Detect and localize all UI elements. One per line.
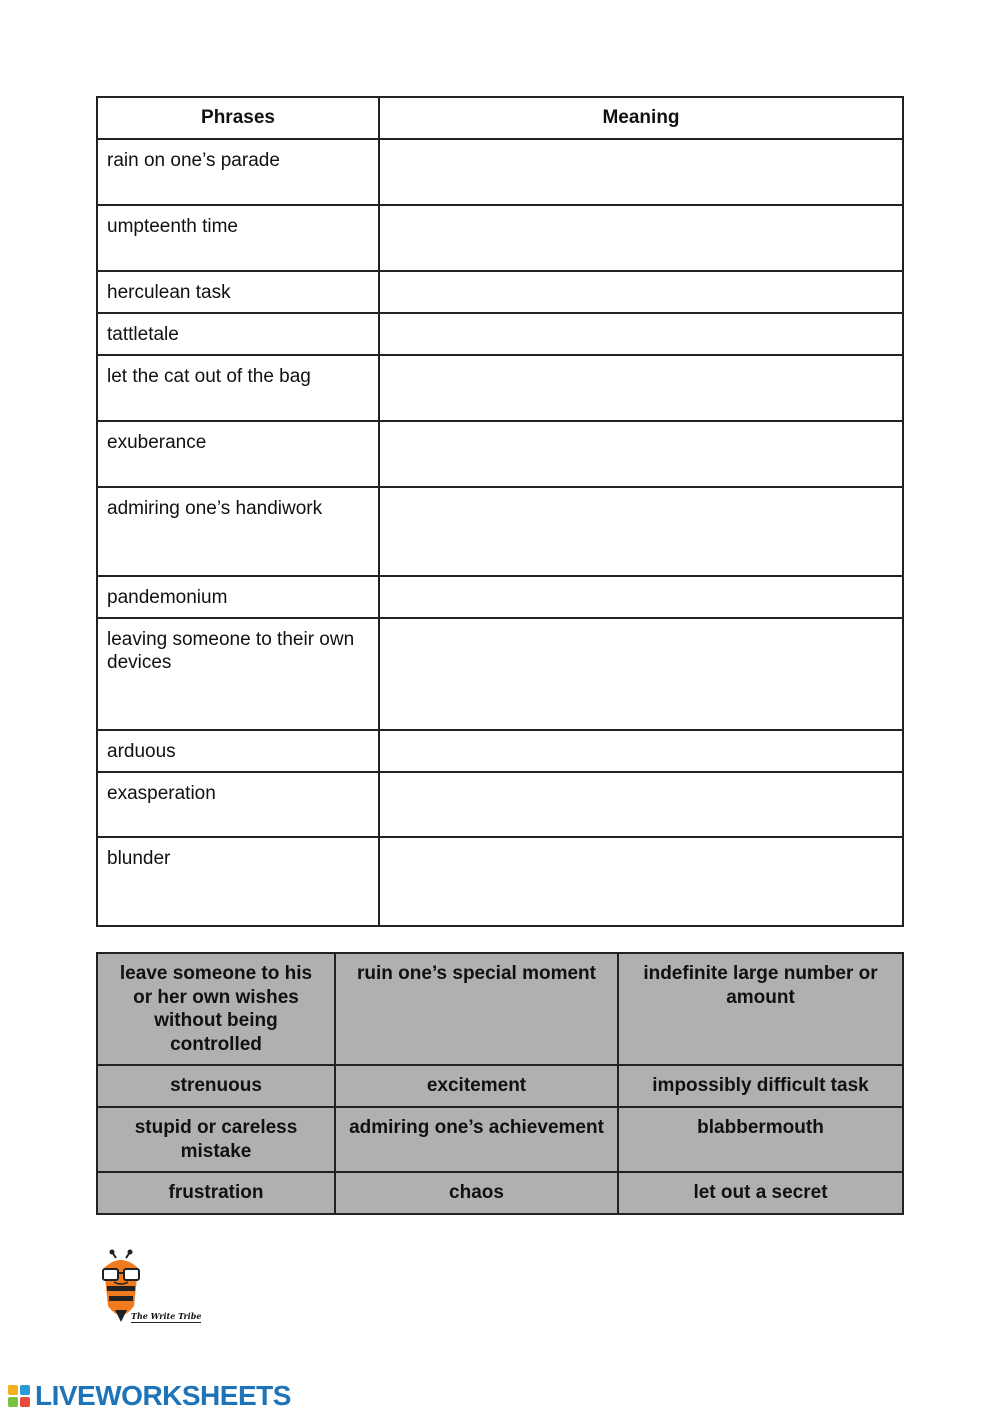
phrase-cell: blunder xyxy=(97,837,379,926)
phrase-cell: exuberance xyxy=(97,421,379,487)
table-row xyxy=(97,421,903,487)
phrase-cell: pandemonium xyxy=(97,576,379,618)
square-icon xyxy=(8,1397,18,1407)
table-row xyxy=(97,576,903,618)
word-bank-item[interactable]: excitement xyxy=(335,1065,618,1107)
meaning-input[interactable] xyxy=(380,314,902,331)
word-bank-item[interactable]: ruin one’s special moment xyxy=(335,953,618,1065)
word-bank-row xyxy=(97,953,903,1065)
meaning-input[interactable] xyxy=(380,619,902,636)
meaning-cell[interactable] xyxy=(379,576,903,618)
word-bank-row xyxy=(97,1107,903,1172)
meaning-input[interactable] xyxy=(380,422,902,439)
meaning-input[interactable] xyxy=(380,731,902,748)
table-row xyxy=(97,355,903,421)
phrases-header: Phrases xyxy=(97,97,379,139)
table-row xyxy=(97,205,903,271)
header-row xyxy=(97,97,903,139)
phrase-cell: tattletale xyxy=(97,313,379,355)
phrases-meaning-table xyxy=(96,96,904,927)
meaning-cell[interactable] xyxy=(379,772,903,837)
phrase-cell: admiring one’s handiwork xyxy=(97,487,379,576)
table-row xyxy=(97,139,903,205)
word-bank-table xyxy=(96,952,904,1215)
table-row xyxy=(97,618,903,730)
table-row xyxy=(97,772,903,837)
phrase-cell: arduous xyxy=(97,730,379,772)
table-row xyxy=(97,271,903,313)
meaning-input[interactable] xyxy=(380,577,902,594)
word-bank-item[interactable]: strenuous xyxy=(97,1065,335,1107)
meaning-cell[interactable] xyxy=(379,355,903,421)
write-tribe-caption: The Write Tribe xyxy=(131,1311,202,1321)
word-bank-item[interactable]: frustration xyxy=(97,1172,335,1214)
table-row xyxy=(97,313,903,355)
word-bank-item[interactable]: leave someone to his or her own wishes without being controlled xyxy=(97,953,335,1065)
meaning-cell[interactable] xyxy=(379,205,903,271)
phrase-cell: exasperation xyxy=(97,772,379,837)
word-bank-item[interactable]: impossibly difficult task xyxy=(618,1065,903,1107)
square-icon xyxy=(20,1397,30,1407)
meaning-input[interactable] xyxy=(380,140,902,157)
word-bank-row xyxy=(97,1172,903,1214)
word-bank-item[interactable]: indefinite large number or amount xyxy=(618,953,903,1065)
meaning-cell[interactable] xyxy=(379,730,903,772)
meaning-header: Meaning xyxy=(379,97,903,139)
meaning-cell[interactable] xyxy=(379,139,903,205)
word-bank-item[interactable]: stupid or careless mistake xyxy=(97,1107,335,1172)
word-bank-item[interactable]: let out a secret xyxy=(618,1172,903,1214)
phrase-cell: leaving someone to their own devices xyxy=(97,618,379,730)
meaning-input[interactable] xyxy=(380,773,902,790)
meaning-cell[interactable] xyxy=(379,618,903,730)
meaning-input[interactable] xyxy=(380,356,902,373)
meaning-input[interactable] xyxy=(380,206,902,223)
square-icon xyxy=(20,1385,30,1395)
liveworksheets-brand: LIVEWORKSHEETS xyxy=(35,1380,291,1411)
square-icon xyxy=(8,1385,18,1395)
word-bank-item[interactable]: chaos xyxy=(335,1172,618,1214)
word-bank-item[interactable]: admiring one’s achievement xyxy=(335,1107,618,1172)
meaning-cell[interactable] xyxy=(379,837,903,926)
meaning-cell[interactable] xyxy=(379,313,903,355)
meaning-input[interactable] xyxy=(380,272,902,289)
word-bank-row xyxy=(97,1065,903,1107)
table-row xyxy=(97,837,903,926)
phrase-cell: herculean task xyxy=(97,271,379,313)
meaning-input[interactable] xyxy=(380,838,902,855)
meaning-input[interactable] xyxy=(380,488,902,505)
meaning-cell[interactable] xyxy=(379,271,903,313)
phrase-cell: umpteenth time xyxy=(97,205,379,271)
liveworksheets-squares-icon xyxy=(8,1385,32,1409)
meaning-cell[interactable] xyxy=(379,487,903,576)
meaning-cell[interactable] xyxy=(379,421,903,487)
phrase-cell: let the cat out of the bag xyxy=(97,355,379,421)
table-row xyxy=(97,730,903,772)
table-row xyxy=(97,487,903,576)
word-bank-item[interactable]: blabbermouth xyxy=(618,1107,903,1172)
phrase-cell: rain on one’s parade xyxy=(97,139,379,205)
